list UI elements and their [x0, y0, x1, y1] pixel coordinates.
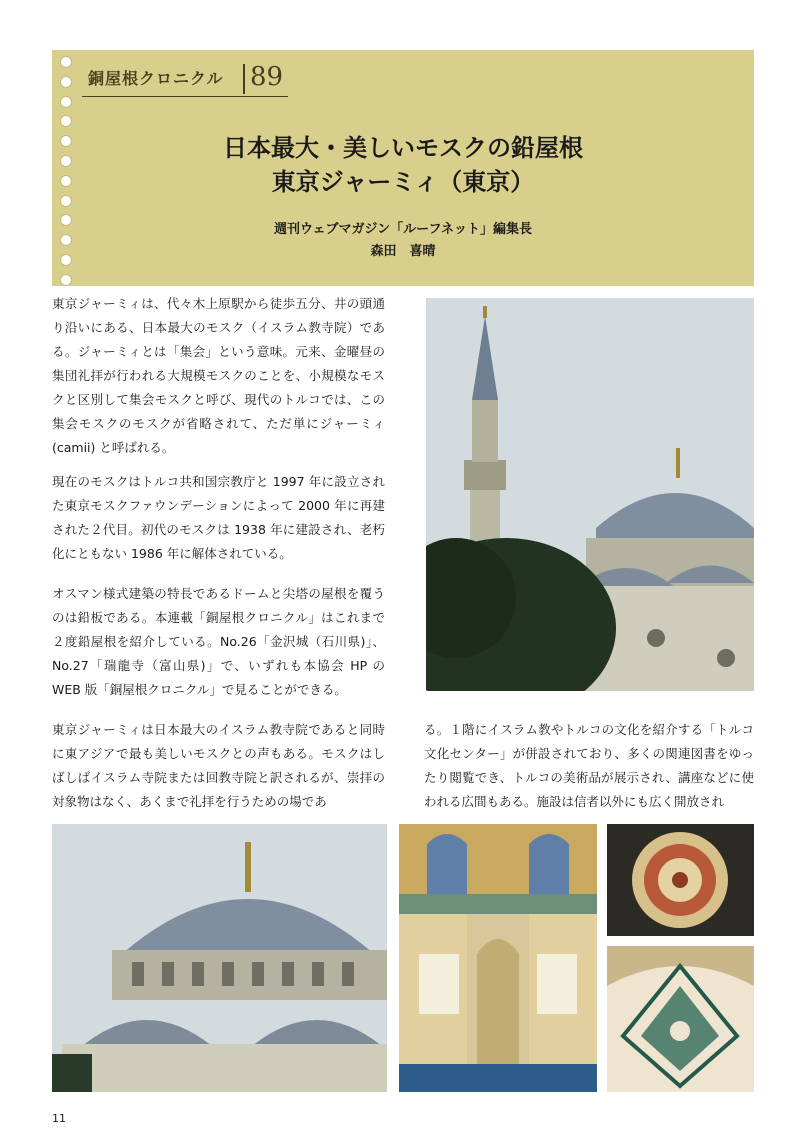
series-divider — [243, 64, 245, 94]
photo-ceiling-dome — [607, 824, 754, 936]
paragraph-1: 東京ジャーミィは、代々木上原駅から徒歩五分、井の頭通り沿いにある、日本最大のモスク（イスラム教寺院）である。ジャーミィとは「集会」という意味。元来、金曜昼の集団礼拝が行われる大規模モスクのことを、小規模なモスクと区別して集会モスクと呼び、現代のトルコでは、この集会モスクのモスクが省略されて、ただ単にジャーミィ(camii) と呼ばれる。 — [52, 296, 385, 455]
series-number: 89 — [250, 62, 284, 92]
author-role: 週刊ウェブマガジン「ルーフネット」編集長 — [274, 222, 532, 237]
paragraph-3: オスマン様式建築の特長であるドームと尖塔の屋根を覆うのは鉛板である。本連載「銅屋根クロニクル」はこれまで２度鉛屋根を紹介している。No.26「金沢城（石川県)」、No.27「瑞龍寺（富山県)」で、いずれも本協会 HP の WEB 版「銅屋根クロニクル」で見ることができる。 — [52, 586, 385, 697]
series-underline — [82, 96, 288, 97]
paragraph-2: 現在のモスクはトルコ共和国宗教庁と 1997 年に設立された東京モスクファウンデーションによって 2000 年に再建された２代目。初代のモスクは 1938 年に建設され、老朽化にともない 1986 年に解体されている。 — [52, 474, 385, 561]
photo-main-dome — [52, 824, 387, 1092]
photo-calligraphy — [607, 946, 754, 1092]
page-number: 11 — [52, 1112, 66, 1125]
article-title-line1: 日本最大・美しいモスクの鉛屋根 — [223, 134, 583, 162]
photo-minaret-dome — [426, 298, 754, 691]
photo-interior-mihrab — [399, 824, 597, 1092]
paragraph-4-right: る。１階にイスラム教やトルコの文化を紹介する「トルコ文化センター」が併設されており、多くの関連図書をゆったり閲覧でき、トルコの美術品が展示され、講座などに使われる広間もある。施設は信者以外にも広く開放され — [424, 722, 754, 809]
paragraph-4-left: 東京ジャーミィは日本最大のイスラム教寺院であると同時に東アジアで最も美しいモスクとの声もある。モスクはしばしばイスラム寺院または回教寺院と訳されるが、崇拝の対象物はなく、あくまで礼拝を行うための場であ — [52, 722, 385, 809]
author-name: 森田 喜晴 — [370, 244, 436, 259]
series-label: 銅屋根クロニクル — [88, 69, 224, 88]
article-title-line2: 東京ジャーミィ（東京） — [271, 168, 535, 196]
